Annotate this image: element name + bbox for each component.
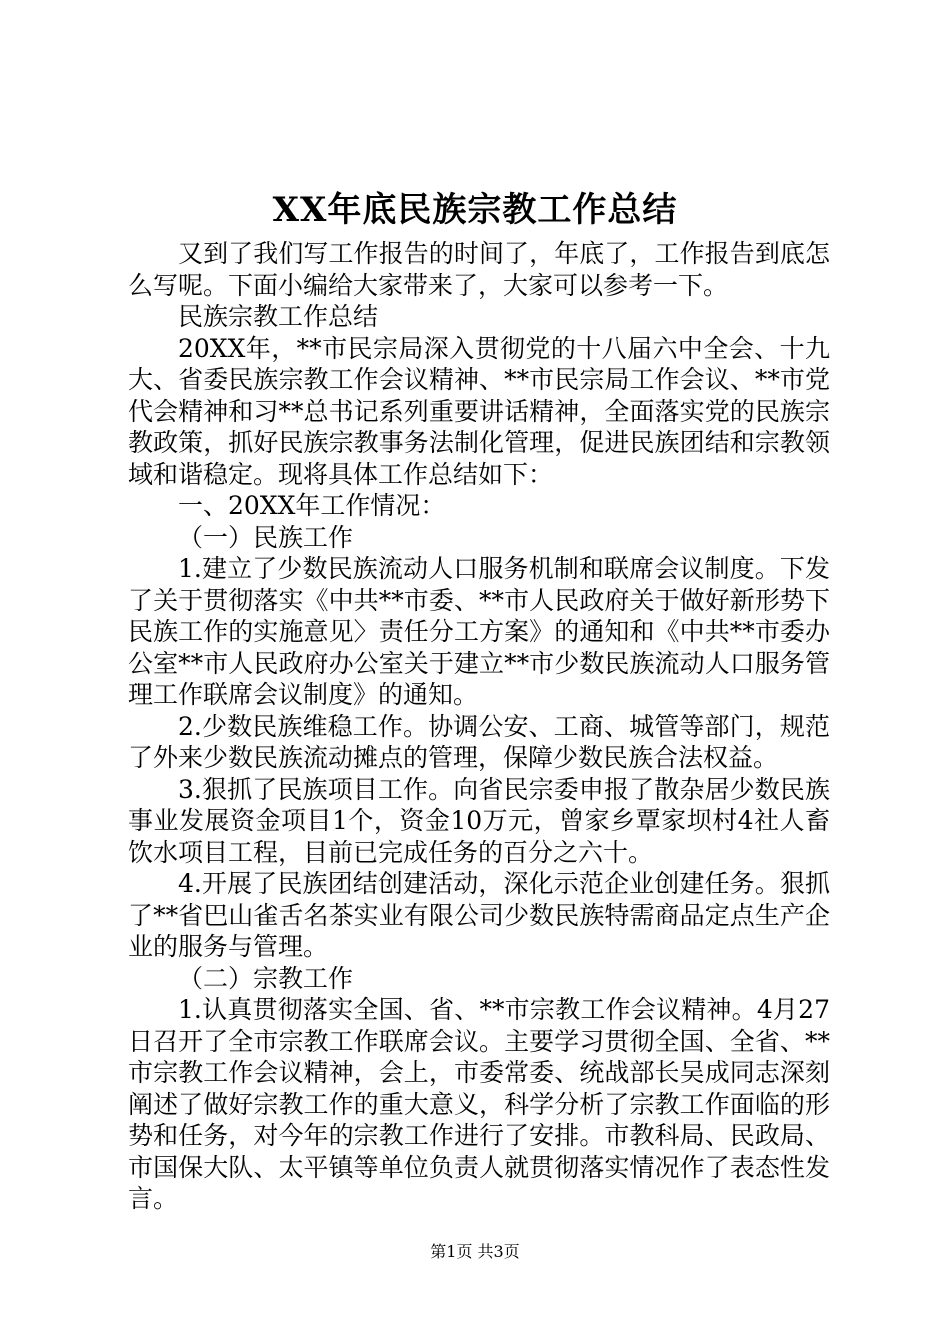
document-title: XX年底民族宗教工作总结 <box>272 190 678 230</box>
subsection-heading-religion: （二）宗教工作 <box>178 963 354 993</box>
page-footer: 第1页 共3页 <box>430 1242 520 1261</box>
paragraph-intro: 又到了我们写工作报告的时间了，年底了，工作报告到底怎么写呢。下面小编给大家带来了，大家可以参考一下。 <box>128 239 830 300</box>
paragraph-religion-item-1: 1.认真贯彻落实全国、省、**市宗教工作会议精神。4月27日召开了全市宗教工作联席会议。主要学习贯彻全国、全省、**市宗教工作会议精神，会上，市委常委、统战部长吴成同志深刻阐述了做好宗教工作的重大意义，科学分析了宗教工作面临的形势和任务，对今年的宗教工作进行了安排。市教科局、民政局、市国保大队、太平镇等单位负责人就贯彻落实情况作了表态性发言。 <box>128 995 830 1213</box>
paragraph-subtitle: 民族宗教工作总结 <box>178 302 379 331</box>
paragraph-ethnic-item-2: 2.少数民族维稳工作。协调公安、工商、城管等部门，规范了外来少数民族流动摊点的管理，保障少数民族合法权益。 <box>128 711 830 772</box>
paragraph-ethnic-item-3: 3.狠抓了民族项目工作。向省民宗委申报了散杂居少数民族事业发展资金项目1个，资金10万元，曾家乡覃家坝村4社人畜饮水项目工程，目前已完成任务的百分之六十。 <box>128 774 830 867</box>
section-heading-1: 一、20XX年工作情况： <box>178 491 446 520</box>
paragraph-overview: 20XX年，**市民宗局深入贯彻党的十八届六中全会、十九大、省委民族宗教工作会议精神、**市民宗局工作会议、**市党代会精神和习**总书记系列重要讲话精神，全面落实党的民族宗教政策，抓好民族宗教事务法制化管理，促进民族团结和宗教领域和谐稳定。现将具体工作总结如下： <box>128 333 830 489</box>
subsection-heading-ethnic: （一）民族工作 <box>178 522 354 552</box>
paragraph-ethnic-item-1: 1.建立了少数民族流动人口服务机制和联席会议制度。下发了关于贯彻落实《中共**市委、**市人民政府关于做好新形势下民族工作的实施意见〉责任分工方案》的通知和《中共**市委办公室**市人民政府办公室关于建立**市少数民族流动人口服务管理工作联席会议制度》的通知。 <box>128 554 830 709</box>
paragraph-ethnic-item-4: 4.开展了民族团结创建活动，深化示范企业创建任务。狠抓了**省巴山雀舌名茶实业有限公司少数民族特需商品定点生产企业的服务与管理。 <box>128 869 830 961</box>
document-body <box>128 238 830 1215</box>
